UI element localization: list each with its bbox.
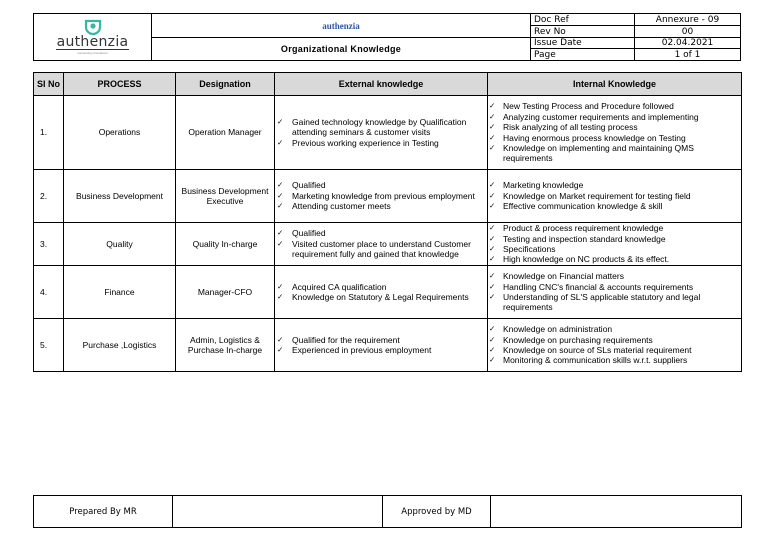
document-header — [33, 13, 741, 61]
list-item: ✓ New Testing Process and Procedure followed — [488, 101, 741, 111]
prepared-signature-field — [173, 496, 383, 528]
meta-value: 00 — [635, 26, 741, 38]
col-header-process: PROCESS — [64, 73, 176, 96]
process-cell: Operations — [64, 96, 176, 170]
list-item: ✓ Marketing knowledge — [488, 180, 741, 190]
table-row — [34, 96, 742, 170]
designation-cell: Admin, Logistics & Purchase In-charge — [176, 319, 275, 372]
designation-cell: Operation Manager — [176, 96, 275, 170]
meta-label: Doc Ref — [531, 14, 635, 26]
process-cell: Quality — [64, 223, 176, 266]
list-item: ✓ Experienced in previous employment — [275, 345, 487, 355]
internal-cell — [488, 170, 742, 223]
meta-label: Issue Date — [531, 38, 635, 49]
meta-value: Annexure - 09 — [635, 14, 741, 26]
list-item: ✓ Specifications — [488, 244, 741, 254]
list-item: ✓ Testing and inspection standard knowledge — [488, 234, 741, 244]
list-item: ✓ Qualified for the requirement — [275, 335, 487, 345]
col-header-designation: Designation — [176, 73, 275, 96]
list-item: ✓ Qualified — [275, 180, 487, 190]
table-row — [34, 170, 742, 223]
meta-value: 1 of 1 — [635, 49, 741, 61]
sl-cell: 2. — [34, 170, 64, 223]
external-cell — [275, 96, 488, 170]
sl-cell: 5. — [34, 319, 64, 372]
document-title: Organizational Knowledge — [152, 38, 531, 61]
logo-wordmark: authenzia — [56, 34, 129, 50]
internal-cell — [488, 96, 742, 170]
sl-cell: 3. — [34, 223, 64, 266]
list-item: ✓ Understanding of SL'S applicable statutory and legal requirements — [488, 292, 741, 313]
internal-cell — [488, 266, 742, 319]
knowledge-table — [33, 72, 742, 372]
process-cell: Purchase ,Logistics — [64, 319, 176, 372]
designation-cell: Manager-CFO — [176, 266, 275, 319]
list-item: ✓ High knowledge on NC products & its effect. — [488, 254, 741, 264]
list-item: ✓ Knowledge on Statutory & Legal Requirements — [275, 292, 487, 302]
list-item: ✓ Acquired CA qualification — [275, 282, 487, 292]
list-item: ✓ Qualified — [275, 228, 487, 238]
table-row — [34, 319, 742, 372]
col-header-internal: Internal Knowledge — [488, 73, 742, 96]
external-cell — [275, 170, 488, 223]
internal-cell — [488, 223, 742, 266]
list-item: ✓ Previous working experience in Testing — [275, 138, 487, 148]
external-cell — [275, 223, 488, 266]
col-header-sl: SI No — [34, 73, 64, 96]
list-item: ✓ Knowledge on implementing and maintaining QMS requirements — [488, 143, 741, 164]
process-cell: Finance — [64, 266, 176, 319]
list-item: ✓ Marketing knowledge from previous employment — [275, 191, 487, 201]
external-cell — [275, 319, 488, 372]
sl-cell: 1. — [34, 96, 64, 170]
list-item: ✓ Knowledge on Market requirement for testing field — [488, 191, 741, 201]
list-item: ✓ Knowledge on source of SLs material requirement — [488, 345, 741, 355]
list-item: ✓ Attending customer meets — [275, 201, 487, 211]
col-header-external: External knowledge — [275, 73, 488, 96]
process-cell: Business Development — [64, 170, 176, 223]
sl-cell: 4. — [34, 266, 64, 319]
list-item: ✓ Effective communication knowledge & skill — [488, 201, 741, 211]
company-logo — [34, 14, 152, 61]
list-item: ✓ Analyzing customer requirements and implementing — [488, 112, 741, 122]
list-item: ✓ Knowledge on Financial matters — [488, 271, 741, 281]
list-item: ✓ Knowledge on administration — [488, 324, 741, 334]
list-item: ✓ Visited customer place to understand Customer requirement fully and gained that knowledge — [275, 239, 487, 260]
list-item: ✓ Monitoring & communication skills w.r.t. suppliers — [488, 355, 741, 365]
internal-cell — [488, 319, 742, 372]
table-header-row — [34, 73, 742, 96]
list-item: ✓ Handling CNC's financial & accounts requirements — [488, 282, 741, 292]
logo-tagline: connecting innovations — [77, 51, 108, 55]
list-item: ✓ Risk analyzing of all testing process — [488, 122, 741, 132]
approved-signature-field — [491, 496, 742, 528]
list-item: ✓ Product & process requirement knowledge — [488, 223, 741, 233]
meta-value: 02.04.2021 — [635, 38, 741, 49]
signature-footer — [33, 495, 742, 528]
table-row — [34, 223, 742, 266]
approved-by-label: Approved by MD — [383, 496, 491, 528]
list-item: ✓ Having enormous process knowledge on Testing — [488, 133, 741, 143]
brand-name: authenzia — [152, 14, 531, 38]
list-item: ✓ Gained technology knowledge by Qualification attending seminars & customer visits — [275, 117, 487, 138]
table-row — [34, 266, 742, 319]
designation-cell: Quality In-charge — [176, 223, 275, 266]
meta-label: Rev No — [531, 26, 635, 38]
table-body — [34, 96, 742, 372]
designation-cell: Business Development Executive — [176, 170, 275, 223]
prepared-by-label: Prepared By MR — [34, 496, 173, 528]
external-cell — [275, 266, 488, 319]
logo-mark-icon — [83, 19, 103, 35]
list-item: ✓ Knowledge on purchasing requirements — [488, 335, 741, 345]
meta-label: Page — [531, 49, 635, 61]
